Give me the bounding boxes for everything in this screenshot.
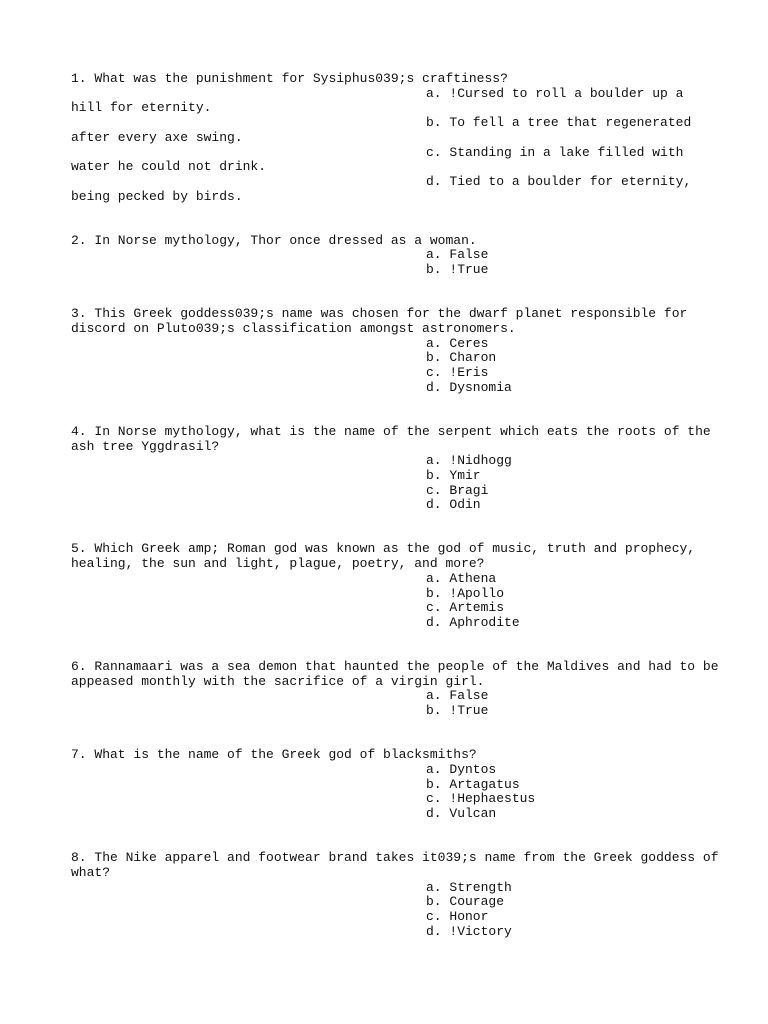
question-text-line: 3. This Greek goddess039;s name was chosen for the dwarf planet responsible for [71, 306, 688, 322]
answer-option: c. Artemis [426, 600, 505, 616]
answer-option: a. !Cursed to roll a boulder up a [426, 85, 684, 101]
answer-option-continuation: being pecked by birds. [71, 188, 243, 204]
question-block [71, 425, 711, 513]
answer-option: b. Courage [426, 894, 505, 910]
question-text-line: 8. The Nike apparel and footwear brand takes it039;s name from the Greek goddess of [71, 850, 719, 866]
question-text-line: 2. In Norse mythology, Thor once dressed as a woman. [71, 232, 477, 248]
answer-option: b. !True [426, 703, 489, 719]
answer-option: c. Standing in a lake filled with [426, 144, 684, 160]
question-text-line: 5. Which Greek amp; Roman god was known as the god of music, truth and prophecy, [71, 541, 696, 557]
question-text-line: appeased monthly with the sacrifice of a virgin girl. [71, 673, 485, 689]
answer-option-continuation: water he could not drink. [71, 159, 267, 175]
answer-option: d. Tied to a boulder for eternity, [426, 173, 692, 189]
answer-option: c. Honor [426, 908, 489, 924]
question-text-line: 1. What was the punishment for Sysiphus039;s craftiness? [71, 71, 508, 86]
question-text-line: 6. Rannamaari was a sea demon that haunted the people of the Maldives and had to be [71, 659, 719, 675]
answer-option: c. Bragi [426, 482, 489, 498]
answer-option-continuation: hill for eternity. [71, 100, 212, 116]
question-text-line: healing, the sun and light, plague, poetry, and more? [71, 556, 485, 572]
answer-option: a. False [426, 688, 489, 704]
question-block [71, 748, 711, 822]
answer-option: a. Ceres [426, 335, 489, 351]
answer-option: a. False [426, 247, 489, 263]
question-text-line: 7. What is the name of the Greek god of blacksmiths? [71, 747, 477, 763]
quiz-document [71, 71, 719, 969]
answer-option: d. Vulcan [426, 806, 497, 822]
question-text-line: ash tree Yggdrasil? [71, 438, 220, 454]
answer-option-continuation: after every axe swing. [71, 129, 243, 145]
answer-option: b. To fell a tree that regenerated [426, 115, 692, 131]
answer-option: d. Odin [426, 497, 481, 513]
question-text-line: what? [71, 864, 111, 880]
question-block [71, 72, 711, 204]
question-block [71, 234, 711, 278]
answer-option: c. !Hephaestus [426, 791, 536, 807]
answer-option: d. !Victory [426, 923, 512, 939]
answer-option: c. !Eris [426, 365, 489, 381]
answer-option: b. !Apollo [426, 585, 505, 601]
question-block [71, 850, 719, 939]
answer-option: a. Athena [426, 570, 497, 586]
question-block [71, 307, 711, 395]
question-block [71, 542, 711, 630]
answer-option: b. Ymir [426, 467, 481, 483]
answer-option: a. Strength [426, 879, 512, 895]
answer-option: b. Artagatus [426, 776, 520, 792]
answer-option: d. Dysnomia [426, 379, 512, 395]
answer-option: d. Aphrodite [426, 614, 520, 630]
answer-option: a. !Nidhogg [426, 453, 512, 469]
question-text-line: discord on Pluto039;s classification amongst astronomers. [71, 320, 516, 336]
answer-option: b. Charon [426, 350, 497, 366]
question-block [71, 659, 719, 719]
answer-option: b. !True [426, 262, 489, 278]
question-text-line: 4. In Norse mythology, what is the name of the serpent which eats the roots of the [71, 423, 711, 439]
answer-option: a. Dyntos [426, 761, 497, 777]
